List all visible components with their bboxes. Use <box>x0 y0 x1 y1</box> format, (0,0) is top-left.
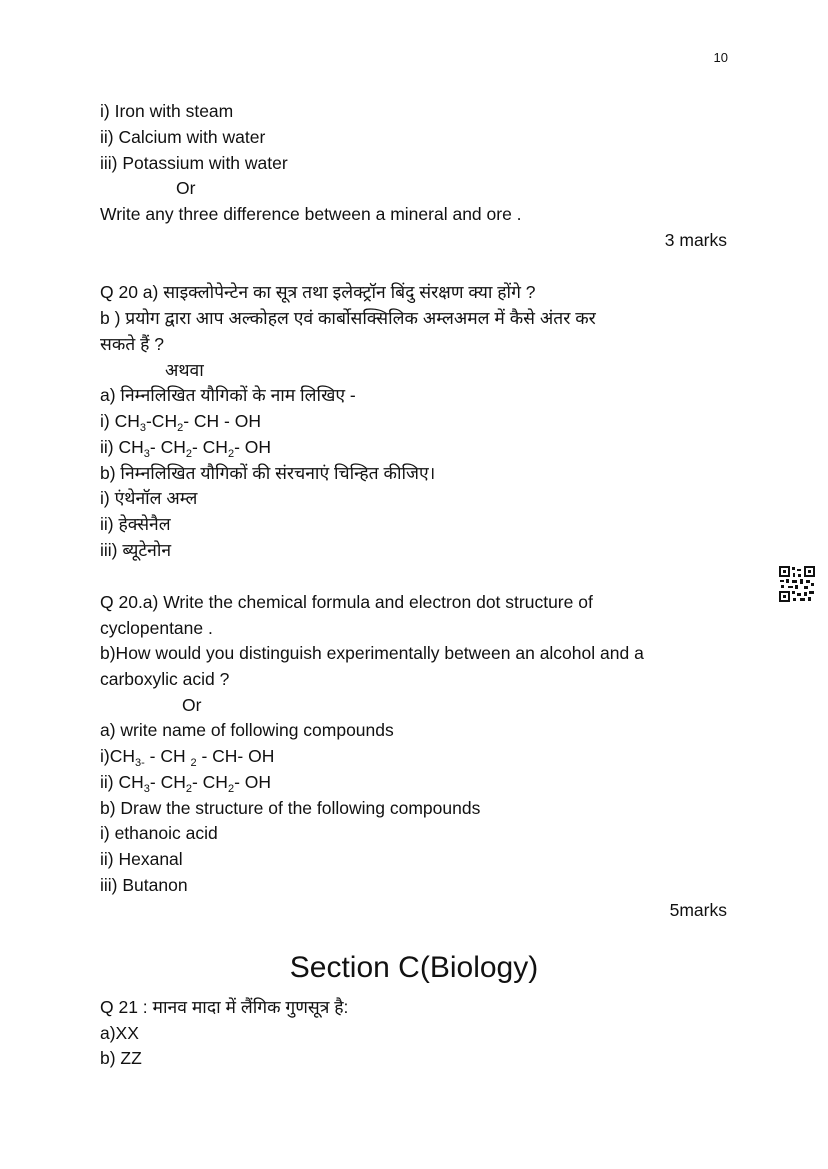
q20-english-item-1: i) ethanoic acid <box>100 823 218 843</box>
q21-option-b: b) ZZ <box>100 1048 142 1068</box>
q21-question: Q 21 : मानव मादा में लैंगिक गुणसूत्र है: <box>100 997 349 1017</box>
q20-english-a-line1: Q 20.a) Write the chemical formula and electron dot structure of <box>100 592 593 612</box>
q20-english-alt-a: a) write name of following compounds <box>100 720 394 740</box>
q20-hindi-item-2: ii) हेक्सेनैल <box>100 514 171 534</box>
q19-item-2: ii) Calcium with water <box>100 127 266 147</box>
q20-hindi-formula-1: i) $CH_3-CH_2-$ CH - OH <box>100 411 261 434</box>
q20-english-alt-b: b) Draw the structure of the following compounds <box>100 798 481 818</box>
page-number: 10 <box>713 50 728 65</box>
q20-marks: 5marks <box>669 900 727 920</box>
q19-alternative: Write any three difference between a mineral and ore . <box>100 204 522 224</box>
q20-hindi-or: अथवा <box>165 360 204 380</box>
q20-hindi-item-1: i) एंथेनॉल अम्ल <box>100 488 198 508</box>
q20-english-item-3: iii) Butanon <box>100 875 188 895</box>
q20-hindi-a: Q 20 a) साइक्लोपेन्टेन का सूत्र तथा इलेक्ट्रॉन बिंदु संरक्षण क्या होंगे ? <box>100 282 536 302</box>
q20-english-a-line2: cyclopentane . <box>100 618 213 638</box>
section-title: Section C(Biology) <box>289 951 539 984</box>
q19-item-1: i) Iron with steam <box>100 101 234 121</box>
q20-english-b-line2: carboxylic acid ? <box>100 669 230 689</box>
q20-hindi-alt-b: b) निम्नलिखित यौगिकों की संरचनाएं चिन्हित कीजिए। <box>100 463 436 483</box>
q20-english-formula-2: ii) $CH_3-$ $CH_2-$ $CH_2-$ OH <box>100 772 272 795</box>
q20-hindi-b-line1: b ) प्रयोग द्वारा आप अल्कोहल एवं कार्बोसक्सिलिक अम्लअमल में कैसे अंतर कर <box>100 308 596 328</box>
q20-hindi-item-3: iii) ब्यूटेनोन <box>100 540 172 560</box>
q20-english-b-line1: b)How would you distinguish experimentally between an alcohol and a <box>100 643 644 663</box>
q19-marks: 3 marks <box>664 230 727 250</box>
q21-option-a: a)XX <box>100 1023 139 1043</box>
q19-or: Or <box>176 178 196 198</box>
q20-english-formula-1: $i)CH_{3-}$ - CH $_2$ - CH- OH <box>100 746 275 769</box>
q20-hindi-alt-a: a) निम्नलिखित यौगिकों के नाम लिखिए - <box>100 385 356 405</box>
q20-english-or: Or <box>182 695 202 715</box>
qr-code <box>778 565 816 603</box>
q20-hindi-b-line2: सकते हैं ? <box>100 334 164 354</box>
q20-english-item-2: ii) Hexanal <box>100 849 183 869</box>
q20-hindi-formula-2: ii) $CH_3-$ $CH_2-$ $CH_2-$ OH <box>100 437 272 460</box>
q19-item-3: iii) Potassium with water <box>100 153 288 173</box>
